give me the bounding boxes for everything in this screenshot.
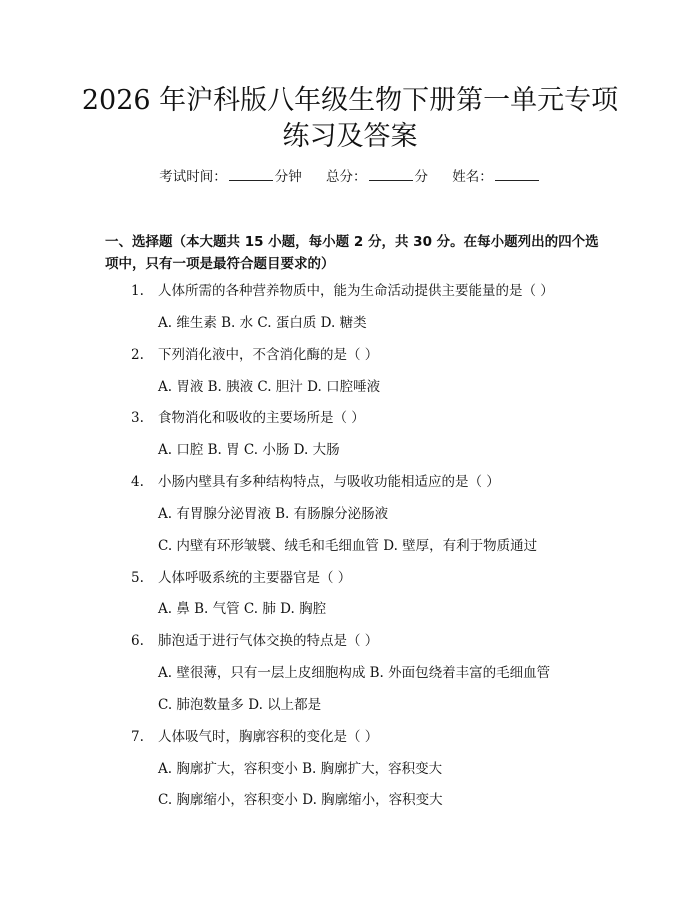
document-title-line1: 2026 年沪科版八年级生物下册第一单元专项	[81, 85, 619, 116]
question-2-options: A. 胃液 B. 胰液 C. 胆汁 D. 口腔唾液	[158, 379, 381, 395]
total-score-blank	[369, 166, 413, 181]
section-heading-line1: 一、选择题（本大题共 15 小题，每小题 2 分，共 30 分。在每小题列出的四个选	[105, 234, 599, 250]
question-number: 1.	[131, 283, 144, 299]
student-name-label: 姓名：	[452, 169, 493, 185]
question-4	[131, 471, 500, 493]
question-number: 6.	[131, 633, 144, 649]
student-name-blank	[495, 166, 539, 181]
question-number: 2.	[131, 347, 144, 363]
exam-meta	[0, 166, 700, 188]
question-text: 小肠内壁具有多种结构特点，与吸收功能相适应的是（ ）	[158, 474, 500, 490]
question-5-options: A. 鼻 B. 气管 C. 肺 D. 胸腔	[158, 601, 327, 617]
question-number: 4.	[131, 474, 144, 490]
question-number: 3.	[131, 410, 144, 426]
question-6-options-line1: A. 壁很薄，只有一层上皮细胞构成 B. 外面包绕着丰富的毛细血管	[158, 665, 551, 681]
total-score-label: 总分：	[326, 169, 367, 185]
question-7-options-line2: C. 胸廓缩小，容积变小 D. 胸廓缩小，容积变大	[158, 792, 443, 808]
question-text: 下列消化液中，不含消化酶的是（ ）	[158, 347, 379, 363]
question-4-options-line2: C. 内壁有环形皱襞、绒毛和毛细血管 D. 壁厚，有利于物质通过	[158, 538, 538, 554]
question-text: 人体所需的各种营养物质中，能为生命活动提供主要能量的是（ ）	[158, 283, 554, 299]
question-4-options-line1: A. 有胃腺分泌胃液 B. 有肠腺分泌肠液	[158, 506, 389, 522]
section-heading-line2: 项中，只有一项是最符合题目要求的）	[105, 256, 335, 272]
question-6	[131, 630, 378, 652]
question-text: 肺泡适于进行气体交换的特点是（ ）	[158, 633, 379, 649]
exam-time-field	[159, 169, 306, 185]
question-5	[131, 567, 351, 589]
question-number: 5.	[131, 570, 144, 586]
total-score-field	[326, 169, 432, 185]
exam-time-unit: 分钟	[274, 169, 302, 185]
question-1-options: A. 维生素 B. 水 C. 蛋白质 D. 糖类	[158, 315, 367, 331]
total-score-unit: 分	[414, 169, 428, 185]
student-name-field	[452, 169, 541, 185]
exam-time-blank	[229, 166, 273, 181]
exam-time-label: 考试时间：	[159, 169, 227, 185]
question-3	[131, 407, 365, 429]
question-number: 7.	[131, 729, 144, 745]
question-text: 人体吸气时，胸廓容积的变化是（ ）	[158, 729, 379, 745]
question-text: 人体呼吸系统的主要器官是（ ）	[158, 570, 352, 586]
question-6-options-line2: C. 肺泡数量多 D. 以上都是	[158, 697, 322, 713]
document-title-line2: 练习及答案	[282, 121, 418, 152]
question-7-options-line1: A. 胸廓扩大，容积变小 B. 胸廓扩大，容积变大	[158, 761, 443, 777]
question-text: 食物消化和吸收的主要场所是（ ）	[158, 410, 365, 426]
question-7	[131, 726, 378, 748]
question-1	[131, 280, 554, 302]
question-3-options: A. 口腔 B. 胃 C. 小肠 D. 大肠	[158, 442, 340, 458]
question-2	[131, 344, 378, 366]
